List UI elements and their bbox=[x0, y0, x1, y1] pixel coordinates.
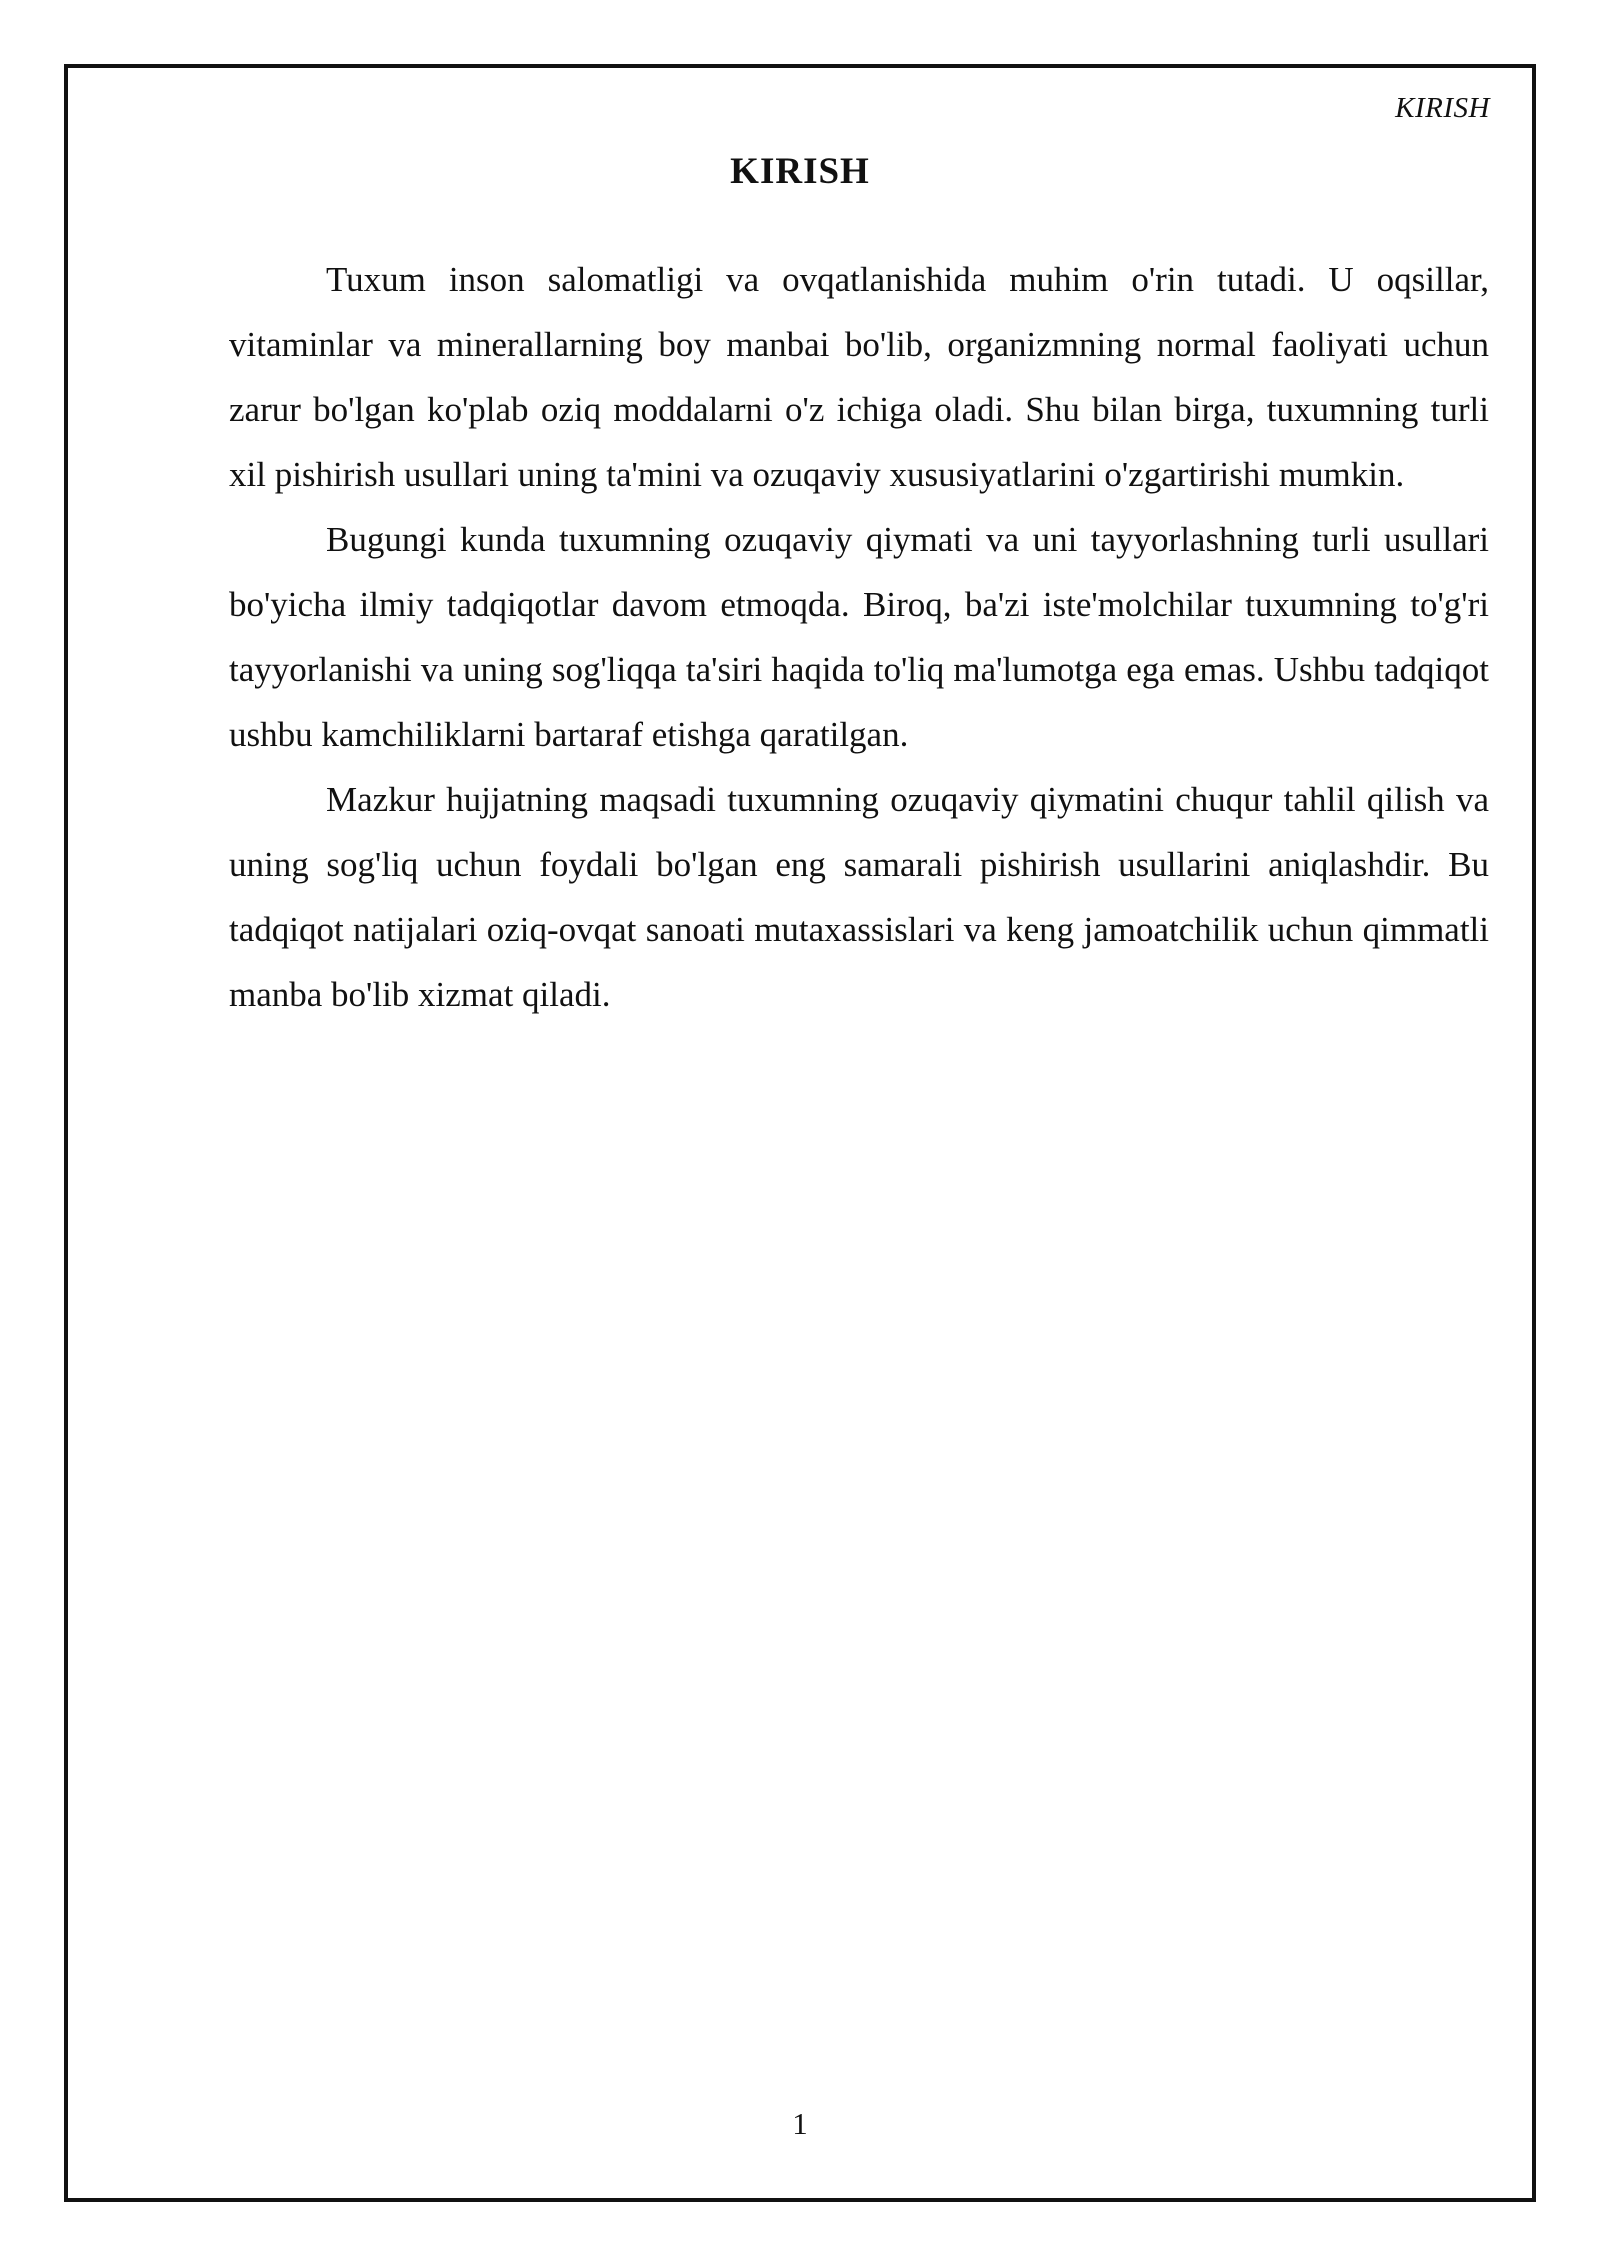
body-text bbox=[229, 247, 1489, 1027]
paragraph-2: Bugungi kunda tuxumning ozuqaviy qiymati va uni tayyorlashning turli usullari bo'yicha ilmiy tadqiqotlar davom etmoqda. Biroq, ba'zi iste'molchilar tuxumning to'g'ri tayyorlanishi va uning sog'liqqa ta'siri haqida to'liq ma'lumotga ega emas. Ushbu tadqiqot ushbu kamchiliklarni bartaraf etishga qaratilgan. bbox=[229, 520, 1489, 754]
page-number: 1 bbox=[792, 2106, 808, 2141]
running-header: KIRISH bbox=[1395, 92, 1490, 124]
paragraph-3: Mazkur hujjatning maqsadi tuxumning ozuqaviy qiymatini chuqur tahlil qilish va uning sog'liq uchun foydali bo'lgan eng samarali pishirish usullarini aniqlashdir. Bu tadqiqot natijalari oziq-ovqat sanoati mutaxassislari va keng jamoatchilik uchun qimmatli manba bo'lib xizmat qiladi. bbox=[229, 780, 1489, 1014]
page-title: KIRISH bbox=[730, 151, 870, 192]
paragraph-1: Tuxum inson salomatligi va ovqatlanishida muhim o'rin tutadi. U oqsillar, vitaminlar va minerallarning boy manbai bo'lib, organizmning normal faoliyati uchun zarur bo'lgan ko'plab oziq moddalarni o'z ichiga oladi. Shu bilan birga, tuxumning turli xil pishirish usullari uning ta'mini va ozuqaviy xususiyatlarini o'zgartirishi mumkin. bbox=[229, 260, 1489, 494]
